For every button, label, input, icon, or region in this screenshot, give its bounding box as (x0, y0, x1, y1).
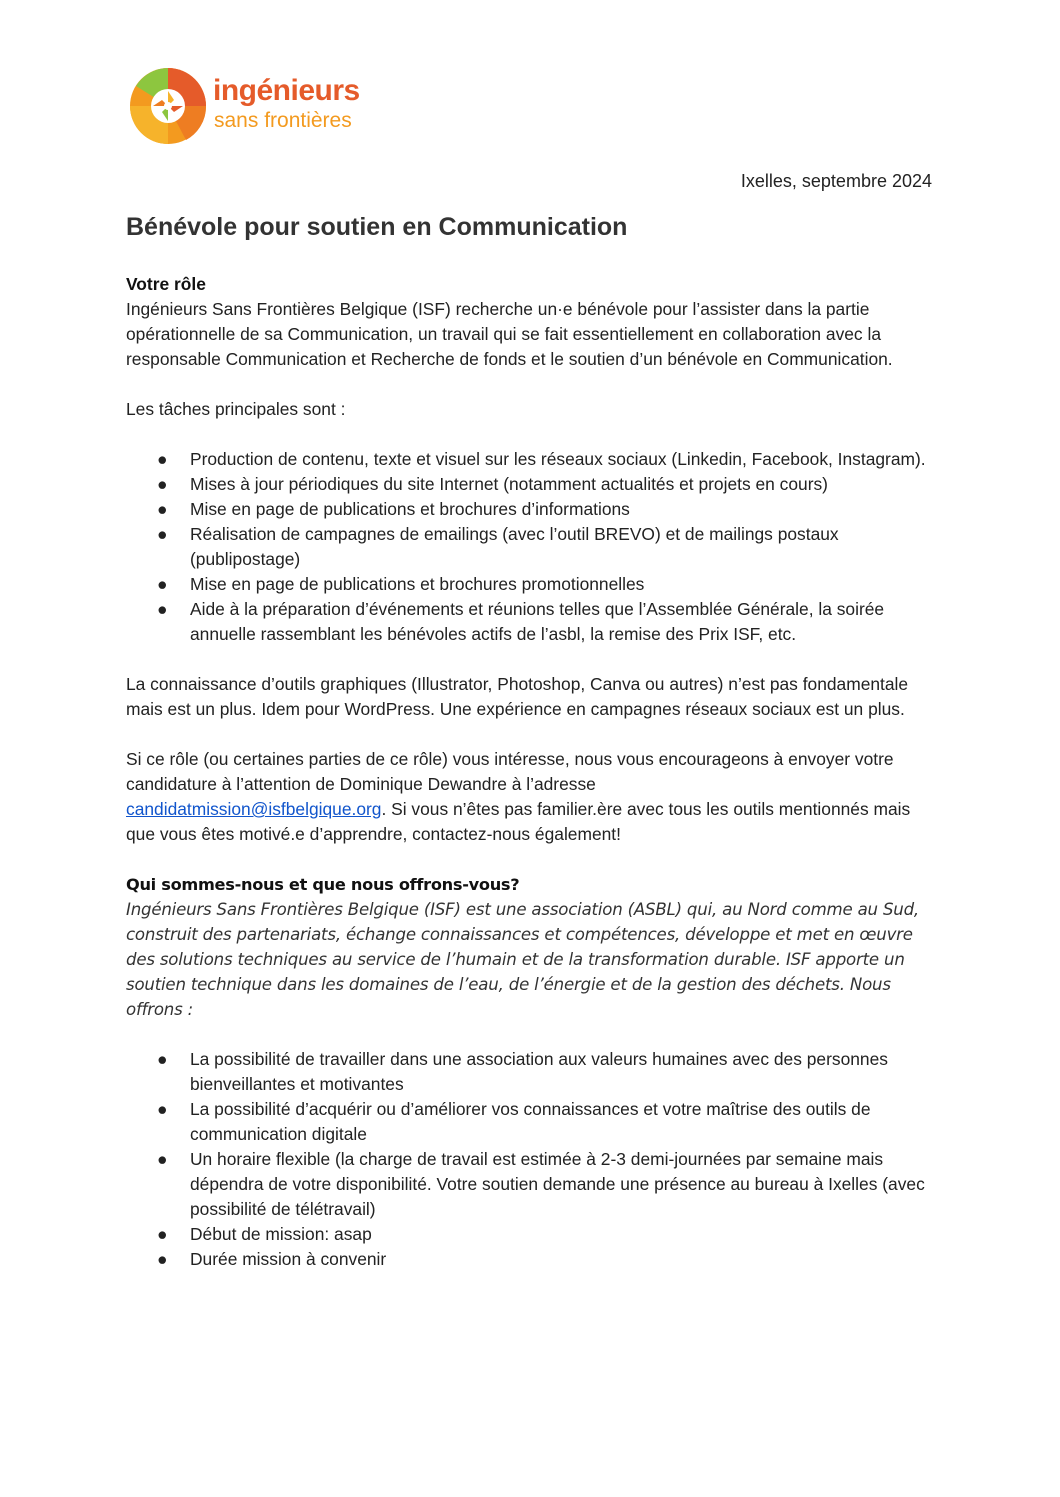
bullet-icon: ● (157, 499, 168, 519)
list-item-text: La possibilité de travailler dans une association aux valeurs humaines avec des personnes bienveillantes et motivantes (190, 1049, 888, 1094)
tasks-list (126, 447, 936, 647)
bullet-icon: ● (157, 1224, 168, 1244)
list-item (126, 1147, 936, 1222)
offer-heading: Qui sommes-nous et que nous offrons-vous? (126, 875, 520, 894)
bullet-icon: ● (157, 1149, 168, 1169)
list-item (126, 522, 936, 572)
list-item-text: Mise en page de publications et brochures promotionnelles (190, 574, 645, 594)
role-heading: Votre rôle (126, 274, 206, 294)
offer-intro: Ingénieurs Sans Frontières Belgique (ISF) est une association (ASBL) qui, au Nord comme au Sud, construit des partenariats, échange connaissances et compétences, développe et met en œuvre des solutions techniques au service de l’humain et de la transformation durable. ISF apporte un soutien technique dans les domaines de l’eau, de l’énergie et de la gestion des déchets. Nous offrons : (126, 900, 920, 1019)
list-item-text: Un horaire flexible (la charge de travail est estimée à 2-3 demi-journées par semaine mais dépendra de votre disponibilité. Votre soutien demande une présence au bureau à Ixelles (avec possibilité de télétravail) (190, 1149, 925, 1219)
page-title: Bénévole pour soutien en Communication (126, 213, 628, 241)
list-item-text: Durée mission à convenir (190, 1249, 387, 1269)
bullet-icon: ● (157, 599, 168, 619)
date-line: Ixelles, septembre 2024 (740, 171, 932, 191)
bullet-icon: ● (157, 449, 168, 469)
logo-name-line2: sans frontières (214, 109, 352, 132)
apply-paragraph (126, 747, 936, 847)
offer-list (126, 1047, 936, 1272)
list-item-text: Début de mission: asap (190, 1224, 372, 1244)
role-intro: Ingénieurs Sans Frontières Belgique (ISF) recherche un·e bénévole pour l’assister dans la partie opérationnelle de sa Communication, un travail qui se fait essentiellement en collaboration avec la responsable Communication et Recherche de fonds et le soutien d’un bénévole en Communication. (126, 299, 893, 369)
list-item (126, 572, 936, 597)
list-item (126, 1247, 936, 1272)
bullet-icon: ● (157, 474, 168, 494)
list-item (126, 1222, 936, 1247)
logo-emblem-icon (126, 64, 210, 148)
bullet-icon: ● (157, 1049, 168, 1069)
bullet-icon: ● (157, 574, 168, 594)
apply-text-before: Si ce rôle (ou certaines parties de ce rôle) vous intéresse, nous vous encourageons à envoyer votre candidature à l’attention de Dominique Dewandre à l’adresse (126, 749, 894, 794)
skills-paragraph: La connaissance d’outils graphiques (Illustrator, Photoshop, Canva ou autres) n’est pas fondamentale mais est un plus. Idem pour WordPress. Une expérience en campagnes réseaux sociaux est un plus. (126, 674, 909, 719)
bullet-icon: ● (157, 1099, 168, 1119)
list-item-text: Mises à jour périodiques du site Internet (notamment actualités et projets en cours) (190, 474, 828, 494)
list-item (126, 497, 936, 522)
apply-text-after: . Si vous n’êtes pas familier.ère avec tous les outils mentionnés mais que vous êtes motivé.e d’apprendre, contactez-nous également! (126, 799, 911, 844)
tasks-label: Les tâches principales sont : (126, 399, 346, 419)
document-body (126, 208, 936, 1272)
email-link[interactable]: candidatmission@isfbelgique.org (126, 799, 382, 819)
list-item-text: Production de contenu, texte et visuel sur les réseaux sociaux (Linkedin, Facebook, Instagram). (190, 449, 926, 469)
logo-name-line1: ingénieurs (213, 74, 360, 107)
list-item-text: Aide à la préparation d’événements et réunions telles que l’Assemblée Générale, la soirée annuelle rassemblant les bénévoles actifs de l’asbl, la remise des Prix ISF, etc. (190, 599, 885, 644)
list-item (126, 1097, 936, 1147)
bullet-icon: ● (157, 524, 168, 544)
list-item-text: Mise en page de publications et brochures d’informations (190, 499, 630, 519)
list-item (126, 472, 936, 497)
list-item-text: La possibilité d’acquérir ou d’améliorer vos connaissances et votre maîtrise des outils de communication digitale (190, 1099, 871, 1144)
list-item (126, 447, 936, 472)
bullet-icon: ● (157, 1249, 168, 1269)
isf-logo (126, 64, 366, 154)
list-item (126, 597, 936, 647)
list-item-text: Réalisation de campagnes de emailings (avec l’outil BREVO) et de mailings postaux (publipostage) (190, 524, 839, 569)
list-item (126, 1047, 936, 1097)
